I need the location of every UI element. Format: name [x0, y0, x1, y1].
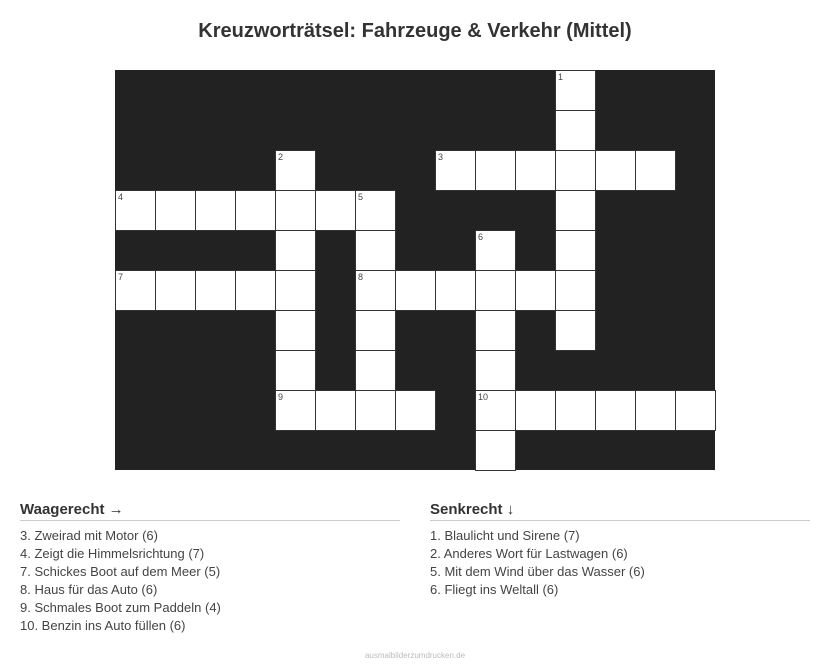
clue-number: 10: [478, 392, 489, 402]
grid-cell[interactable]: [515, 270, 556, 311]
across-clue: 7. Schickes Boot auf dem Meer (5): [20, 564, 221, 579]
grid-cell[interactable]: [115, 190, 156, 231]
grid-cell[interactable]: [675, 390, 716, 431]
clue-number: 6: [478, 232, 484, 242]
grid-cell[interactable]: [115, 270, 156, 311]
grid-cell[interactable]: [355, 390, 396, 431]
grid-cell[interactable]: [475, 310, 516, 351]
down-clue: 1. Blaulicht und Sirene (7): [430, 528, 580, 543]
grid-cell[interactable]: [315, 190, 356, 231]
grid-cell[interactable]: [355, 350, 396, 391]
grid-cell[interactable]: [475, 430, 516, 471]
across-clue: 3. Zweirad mit Motor (6): [20, 528, 158, 543]
across-clue: 4. Zeigt die Himmelsrichtung (7): [20, 546, 205, 561]
across-clue: 9. Schmales Boot zum Paddeln (4): [20, 600, 221, 615]
grid-cell[interactable]: [435, 150, 476, 191]
grid-cell[interactable]: [515, 390, 556, 431]
across-clues-panel: [20, 501, 400, 635]
crossword-grid: [115, 70, 715, 470]
puzzle-title: Kreuzworträtsel: Fahrzeuge & Verkehr (Mittel): [198, 20, 632, 42]
clue-number: 2: [278, 152, 284, 162]
grid-cell[interactable]: [275, 190, 316, 231]
grid-cell[interactable]: [395, 390, 436, 431]
grid-cell[interactable]: [635, 390, 676, 431]
grid-cell[interactable]: [155, 270, 196, 311]
grid-cell[interactable]: [515, 150, 556, 191]
grid-cell[interactable]: [195, 190, 236, 231]
clue-number: 9: [278, 392, 284, 402]
grid-cell[interactable]: [235, 270, 276, 311]
grid-cell[interactable]: [475, 270, 516, 311]
clue-number: 7: [118, 272, 124, 282]
grid-cell[interactable]: [155, 190, 196, 231]
grid-cell[interactable]: [315, 390, 356, 431]
grid-cell[interactable]: [355, 310, 396, 351]
down-clue: 5. Mit dem Wind über das Wasser (6): [430, 564, 645, 579]
across-heading: Waagerecht →: [20, 501, 400, 521]
grid-cell[interactable]: [555, 190, 596, 231]
down-clue: 2. Anderes Wort für Lastwagen (6): [430, 546, 628, 561]
grid-cell[interactable]: [635, 150, 676, 191]
clue-number: 8: [358, 272, 364, 282]
clue-number: 1: [558, 72, 564, 82]
down-heading: Senkrecht ↓: [430, 501, 810, 521]
grid-cell[interactable]: [355, 230, 396, 271]
footer-credit: ausmalbilderzumdrucken.de: [364, 651, 466, 660]
grid-cell[interactable]: [555, 70, 596, 111]
grid-cell[interactable]: [275, 350, 316, 391]
across-clue: 10. Benzin ins Auto füllen (6): [20, 618, 186, 633]
grid-cell[interactable]: [475, 390, 516, 431]
clue-number: 5: [358, 192, 364, 202]
grid-cell[interactable]: [355, 190, 396, 231]
grid-cell[interactable]: [275, 150, 316, 191]
grid-cell[interactable]: [195, 270, 236, 311]
clue-number: 3: [438, 152, 444, 162]
grid-cell[interactable]: [595, 390, 636, 431]
grid-cell[interactable]: [275, 270, 316, 311]
grid-cell[interactable]: [355, 270, 396, 311]
grid-cell[interactable]: [475, 350, 516, 391]
grid-cell[interactable]: [275, 230, 316, 271]
grid-cell[interactable]: [235, 190, 276, 231]
grid-cell[interactable]: [555, 150, 596, 191]
grid-cell[interactable]: [555, 230, 596, 271]
grid-cell[interactable]: [475, 230, 516, 271]
down-clues-panel: [430, 501, 810, 599]
grid-cell[interactable]: [595, 150, 636, 191]
grid-cell[interactable]: [275, 310, 316, 351]
grid-cell[interactable]: [555, 270, 596, 311]
down-clue: 6. Fliegt ins Weltall (6): [430, 582, 559, 597]
grid-cell[interactable]: [555, 390, 596, 431]
grid-cell[interactable]: [555, 310, 596, 351]
grid-cell[interactable]: [395, 270, 436, 311]
clue-number: 4: [118, 192, 124, 202]
grid-cell[interactable]: [275, 390, 316, 431]
grid-cell[interactable]: [475, 150, 516, 191]
grid-cell[interactable]: [555, 110, 596, 151]
across-clue: 8. Haus für das Auto (6): [20, 582, 158, 597]
grid-cell[interactable]: [435, 270, 476, 311]
